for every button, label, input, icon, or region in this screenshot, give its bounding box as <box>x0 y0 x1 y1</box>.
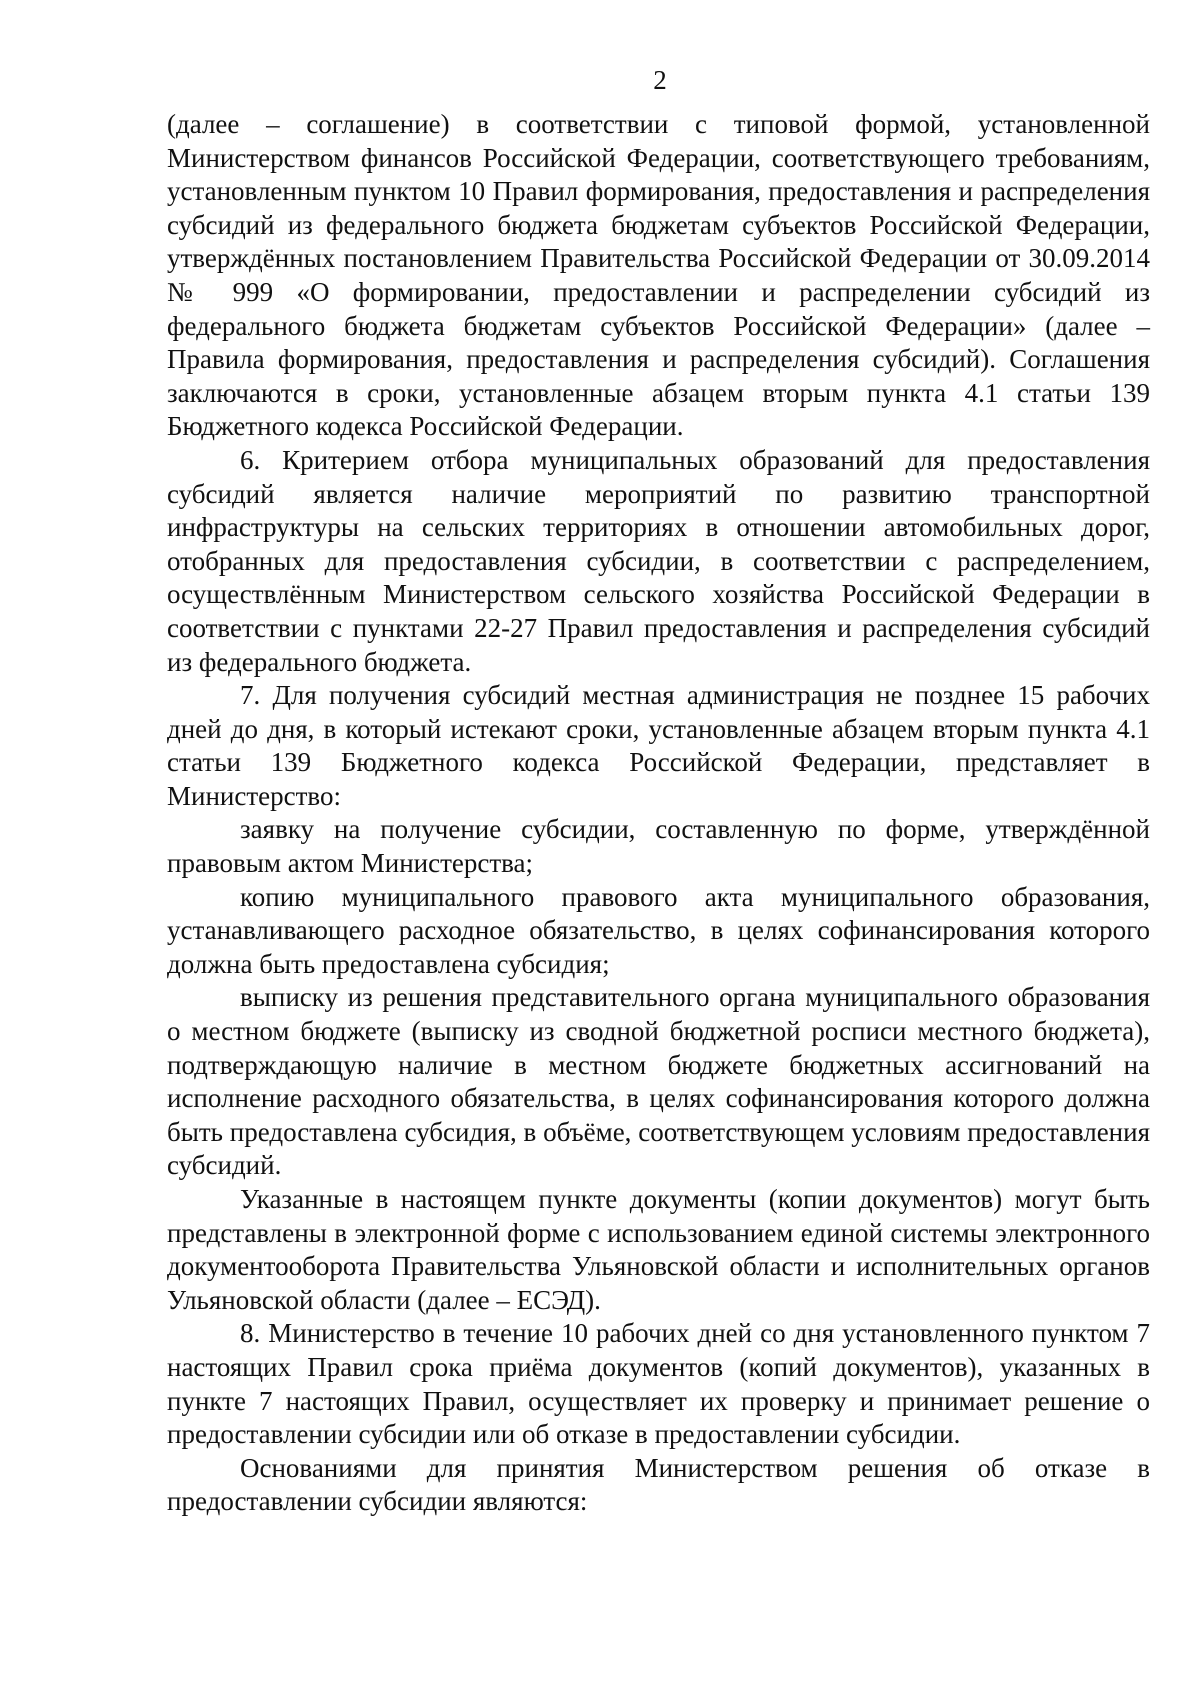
paragraph-8-review: 8. Министерство в течение 10 рабочих дней со дня установленного пунктом 7 настоящих Правил срока приёма документов (копий документов), указанных в пункте 7 настоящих Правил, осуществляет их проверку и принимает решение о предоставлении субсидии или об отказе в предоставлении субсидии. <box>167 1318 1150 1450</box>
document-body <box>167 108 1150 1519</box>
page-number: 2 <box>653 65 667 95</box>
paragraph-application: заявку на получение субсидии, составленную по форме, утверждённой правовым актом Министерства; <box>167 814 1150 879</box>
paragraph-electronic-form: Указанные в настоящем пункте документы (копии документов) могут быть представлены в электронной форме с использованием единой системы электронного документооборота Правительства Ульяновской области и исполнительных органов Ульяновской области (далее – ЕСЭД). <box>167 1184 1150 1315</box>
paragraph-legal-act-copy: копию муниципального правового акта муниципального образования, устанавливающего расходное обязательство, в целях софинансирования которого должна быть предоставлена субсидия; <box>167 881 1150 979</box>
paragraph-budget-extract: выписку из решения представительного органа муниципального образования о местном бюджете (выписку из сводной бюджетной росписи местного бюджета), подтверждающую наличие в местном бюджете бюджетных ассигнований на исполнение расходного обязательства, в целях софинансирования которого должна быть предоставлена субсидия, в объёме, соответствующем условиям предоставления субсидий. <box>167 982 1150 1181</box>
paragraph-7-documents: 7. Для получения субсидий местная администрация не позднее 15 рабочих дней до дня, в который истекают сроки, установленные абзацем вторым пункта 4.1 статьи 139 Бюджетного кодекса Российской Федерации, представляет в Министерство: <box>167 680 1150 811</box>
paragraph-refusal-grounds: Основаниями для принятия Министерством решения об отказе в предоставлении субсидии являются: <box>167 1452 1150 1517</box>
paragraph-agreement-continuation: (далее – соглашение) в соответствии с типовой формой, установленной Министерством финансов Российской Федерации, соответствующего требованиям, установленным пунктом 10 Правил формирования, предоставления и распределения субсидий из федерального бюджета бюджетам субъектов Российской Федерации, утверждённых постановлением Правительства Российской Федерации от 30.09.2014 № 999 «О формировании, предоставлении и распределении субсидий из федерального бюджета бюджетам субъектов Российской Федерации» (далее – Правила формирования, предоставления и распределения субсидий). Соглашения заключаются в сроки, установленные абзацем вторым пункта 4.1 статьи 139 Бюджетного кодекса Российской Федерации. <box>167 109 1150 442</box>
paragraph-6-selection-criterion: 6. Критерием отбора муниципальных образований для предоставления субсидий является наличие мероприятий по развитию транспортной инфраструктуры на сельских территориях в отношении автомобильных дорог, отобранных для предоставления субсидии, в соответствии с распределением, осуществлённым Министерством сельского хозяйства Российской Федерации в соответствии с пунктами 22-27 Правил предоставления и распределения субсидий из федерального бюджета. <box>167 444 1150 677</box>
